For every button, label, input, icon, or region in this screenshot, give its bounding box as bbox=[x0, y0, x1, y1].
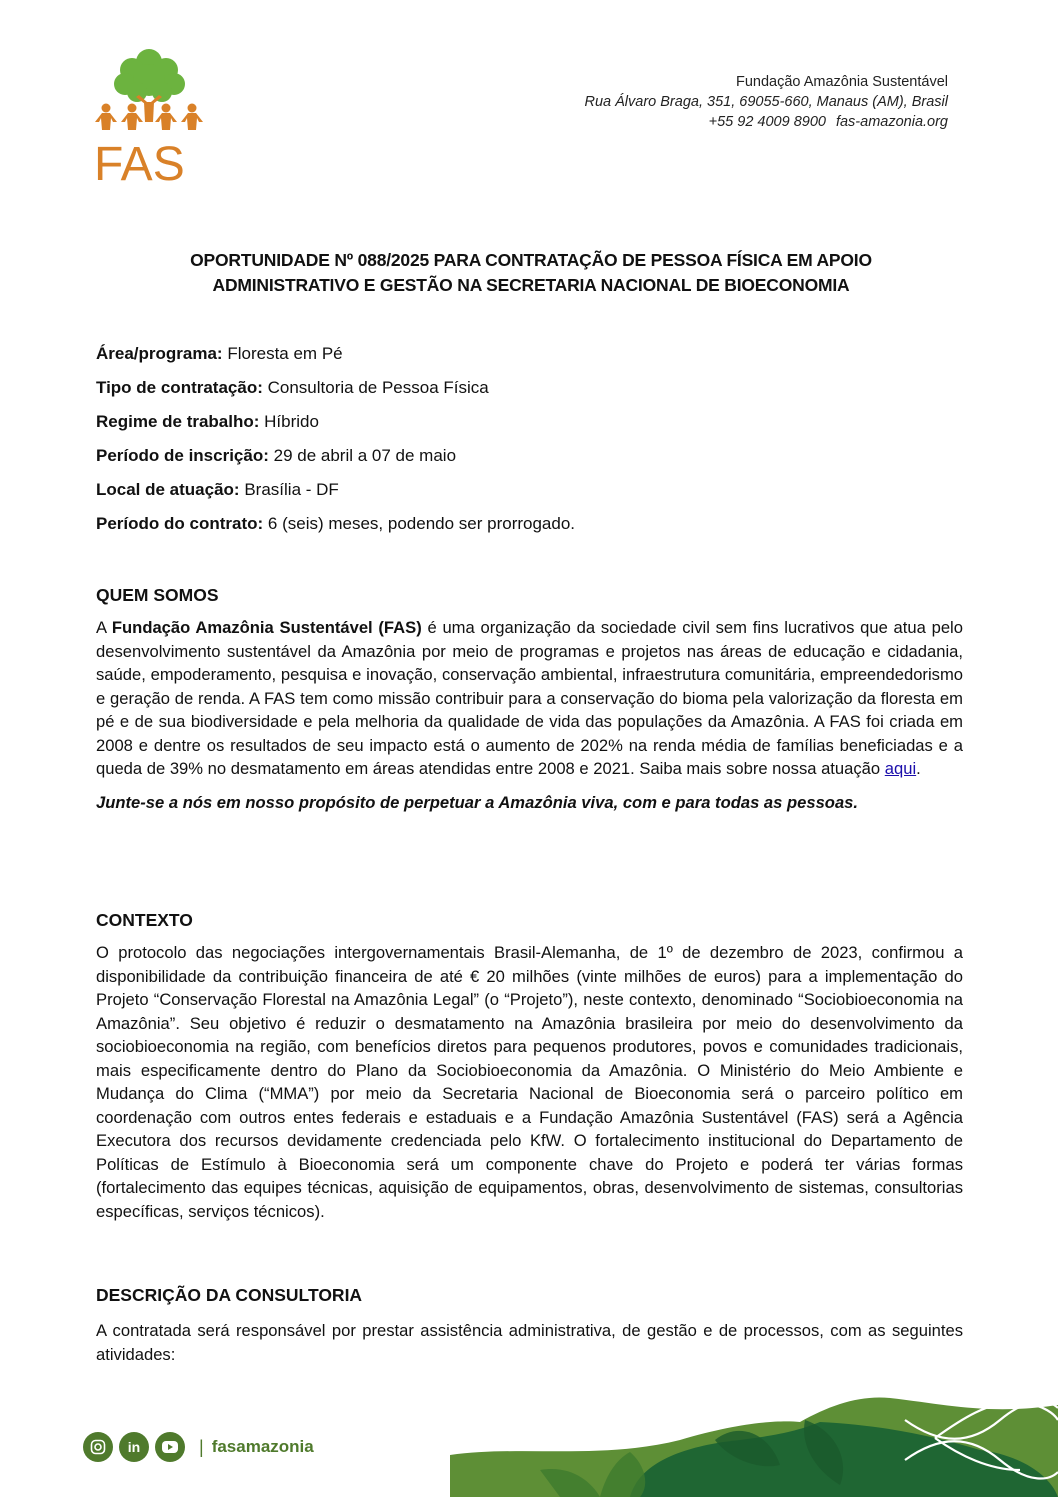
instagram-icon[interactable] bbox=[83, 1432, 113, 1462]
social-footer bbox=[83, 1432, 314, 1462]
section-heading: CONTEXTO bbox=[96, 910, 193, 930]
section-heading: DESCRIÇÃO DA CONSULTORIA bbox=[96, 1285, 363, 1305]
social-handle: fasamazonia bbox=[211, 1437, 314, 1456]
detail-value: 6 (seis) meses, podendo ser prorrogado. bbox=[267, 514, 576, 533]
section-quem-somos bbox=[96, 583, 963, 814]
title-line-1: OPORTUNIDADE Nº 088/2025 PARA CONTRATAÇÃO DE PESSOA FÍSICA EM APOIO bbox=[190, 250, 872, 270]
detail-value: Híbrido bbox=[264, 412, 319, 431]
logo-text: FAS bbox=[94, 138, 185, 187]
section-descricao bbox=[96, 1283, 963, 1366]
detail-label: Regime de trabalho: bbox=[96, 412, 260, 431]
section-paragraph: A contratada será responsável por prestar assistência administrativa, de gestão e de processos, com as seguintes atividades: bbox=[96, 1321, 963, 1364]
youtube-icon[interactable] bbox=[155, 1432, 185, 1462]
detail-value: Consultoria de Pessoa Física bbox=[267, 378, 489, 397]
detail-work-regime bbox=[96, 409, 575, 443]
detail-value: Brasília - DF bbox=[244, 480, 339, 499]
organization-contact-block bbox=[585, 72, 949, 132]
detail-value: 29 de abril a 07 de maio bbox=[273, 446, 457, 465]
org-website[interactable]: fas-amazonia.org bbox=[835, 114, 948, 130]
fas-logo bbox=[92, 42, 207, 187]
org-address: Rua Álvaro Braga, 351, 69055-660, Manaus (AM), Brasil bbox=[584, 94, 948, 110]
learn-more-link[interactable]: aqui bbox=[884, 759, 917, 778]
detail-value: Floresta em Pé bbox=[227, 344, 343, 363]
section-paragraph bbox=[96, 616, 963, 781]
linkedin-glyph: in bbox=[127, 1439, 141, 1455]
detail-registration-period bbox=[96, 443, 575, 477]
detail-area bbox=[96, 341, 575, 375]
detail-contract-type bbox=[96, 375, 575, 409]
detail-label: Local de atuação: bbox=[96, 480, 240, 499]
linkedin-icon[interactable] bbox=[119, 1432, 149, 1462]
detail-contract-period bbox=[96, 511, 575, 545]
opportunity-details bbox=[96, 341, 575, 545]
footer-separator: | bbox=[199, 1436, 204, 1457]
detail-label: Tipo de contratação: bbox=[96, 378, 263, 397]
intro-prefix: A bbox=[96, 618, 107, 637]
motto: Junte-se a nós em nosso propósito de perpetuar a Amazônia viva, com e para todas as pessoas. bbox=[96, 792, 859, 812]
section-paragraph: O protocolo das negociações intergovernamentais Brasil-Alemanha, de 1º de dezembro de 2023, confirmou a disponibilidade da contribuição financeira de até € 20 milhões (vinte milhões de euros) para a implementação do Projeto “Conservação Florestal na Amazônia Legal” (o “Projeto”), neste contexto, denominado “Sociobioeconomia na Amazônia”. Seu objetivo é reduzir o desmatamento na Amazônia brasileira por meio do desenvolvimento da sociobioeconomia na região, com benefícios diretos para pequenos produtores, povos e comunidades tradicionais, mais especificamente dentro do Plano da Sociobioeconomia da Amazônia. O Ministério do Meio Ambiente e Mudança do Clima (“MMA”) por meio da Secretaria Nacional de Bioeconomia será o parceiro político em coordenação com outros entes federais e estaduais e a Fundação Amazônia Sustentável (FAS) será a Agência Executora dos recursos devidamente credenciada pelo KfW. O fortalecimento institucional do Departamento de Políticas de Estímulo à Bioeconomia será um componente chave do Projeto e poderá ter várias formas (fortalecimento das equipes técnicas, aquisição de equipamentos, obras, desenvolvimento de sistemas, consultorias específicas, serviços técnicos). bbox=[96, 943, 963, 1221]
detail-label: Período de inscrição: bbox=[96, 446, 269, 465]
document-title bbox=[96, 248, 966, 298]
title-line-2: ADMINISTRATIVO E GESTÃO NA SECRETARIA NACIONAL DE BIOECONOMIA bbox=[212, 275, 850, 295]
detail-label: Período do contrato: bbox=[96, 514, 264, 533]
section-heading: QUEM SOMOS bbox=[96, 585, 219, 605]
punctuation: . bbox=[916, 759, 921, 778]
org-name-bold: Fundação Amazônia Sustentável (FAS) bbox=[111, 618, 422, 637]
fas-tree-people-icon bbox=[92, 42, 207, 187]
detail-location bbox=[96, 477, 575, 511]
section-contexto bbox=[96, 908, 963, 1223]
detail-label: Área/programa: bbox=[96, 344, 223, 363]
org-name: Fundação Amazônia Sustentável bbox=[736, 74, 948, 90]
paragraph-body: é uma organização da sociedade civil sem fins lucrativos que atua pelo desenvolvimento sustentável da Amazônia por meio de programas e projetos nas áreas de educação e cidadania, saúde, empoderamento, pesquisa e inovação, conservação ambiental, infraestrutura comunitária, empreendedorismo e geração de renda. A FAS tem como missão contribuir para a conservação do bioma pela valorização da floresta em pé e de sua biodiversidade e pela melhoria da qualidade de vida das populações da Amazônia. A FAS foi criada em 2008 e dentre os resultados de seu impacto está o aumento de 202% na renda média de famílias beneficiadas e a queda de 39% no desmatamento em áreas atendidas entre 2008 e 2021. Saiba mais sobre nossa atuação bbox=[96, 618, 963, 778]
org-contact-line bbox=[585, 112, 949, 132]
org-phone: +55 92 4009 8900 bbox=[708, 114, 826, 130]
footer-decoration bbox=[0, 1360, 1058, 1497]
